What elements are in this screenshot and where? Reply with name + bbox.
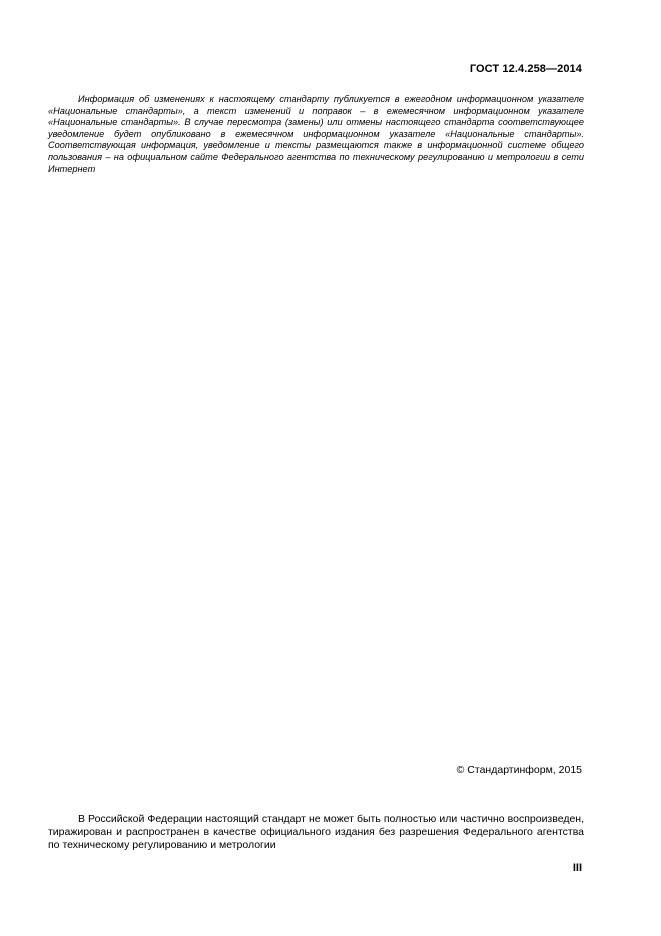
reproduction-restriction-paragraph: В Российской Федерации настоящий стандарт не может быть полностью или частично воспроизведен, тиражирован и распространен в качестве официального издания без разрешения Федерального агентства по техническому регулированию и метрологии [48,813,584,852]
copyright-notice: © Стандартинформ, 2015 [456,764,582,776]
page-number: III [572,862,582,874]
amendments-info-paragraph: Информация об изменениях к настоящему стандарту публикуется в ежегодном информационном указателе «Национальные стандарты», а текст изменений и поправок – в ежемесячном информационном указателе «Национальные стандарты». В случае пересмотра (замены) или отмены настоящего стандарта соответствующее уведомление будет опубликовано в ежемесячном информационном указателе «Национальные стандарты». Соответствующая информация, уведомление и тексты размещаются также в информационной системе общего пользования – на официальном сайте Федерального агентства по техническому регулированию и метрологии в сети Интернет [48,94,584,174]
standard-code: ГОСТ 12.4.258—2014 [469,63,582,75]
